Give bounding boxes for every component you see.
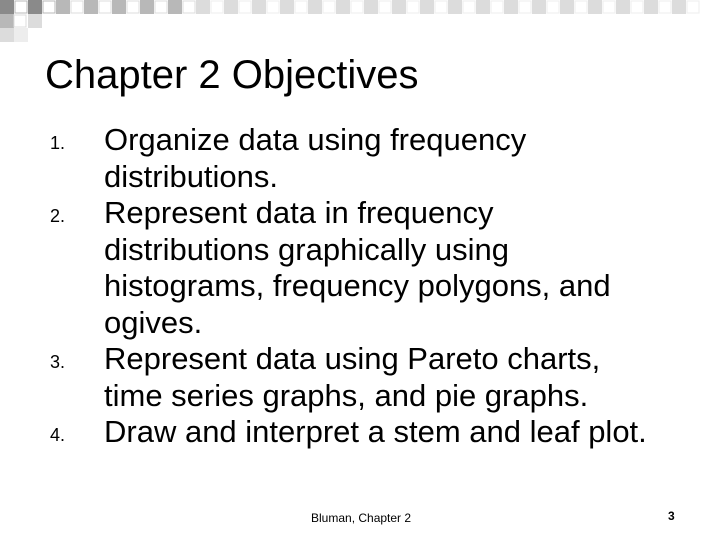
mosaic-square	[239, 1, 251, 13]
mosaic-square	[0, 28, 14, 42]
mosaic-square	[407, 1, 419, 13]
mosaic-square	[603, 1, 615, 13]
mosaic-square	[476, 0, 490, 14]
mosaic-square	[56, 0, 70, 14]
objective-item	[50, 341, 650, 414]
mosaic-square	[588, 0, 602, 14]
mosaic-square	[28, 0, 42, 14]
mosaic-square	[687, 1, 699, 13]
mosaic-square	[14, 15, 26, 27]
objective-item	[50, 195, 650, 341]
mosaic-square	[224, 0, 238, 14]
mosaic-square	[659, 1, 671, 13]
mosaic-square	[379, 1, 391, 13]
mosaic-square	[43, 1, 55, 13]
mosaic-square	[519, 1, 531, 13]
mosaic-square	[323, 1, 335, 13]
mosaic-square	[99, 1, 111, 13]
objective-item	[50, 122, 650, 195]
mosaic-square	[532, 0, 546, 14]
mosaic-square	[168, 0, 182, 14]
mosaic-square	[364, 0, 378, 14]
mosaic-square	[435, 1, 447, 13]
mosaic-square	[547, 1, 559, 13]
mosaic-square	[112, 0, 126, 14]
mosaic-square	[560, 0, 574, 14]
objective-number: 2.	[50, 206, 66, 226]
mosaic-square	[672, 0, 686, 14]
objective-text: Organize data using frequency distributions.	[104, 122, 527, 194]
slide-number: 3	[668, 509, 675, 523]
mosaic-square	[308, 0, 322, 14]
decorative-mosaic	[0, 0, 720, 60]
objective-text: Draw and interpret a stem and leaf plot.	[104, 414, 647, 449]
slide-title: Chapter 2 Objectives	[45, 53, 419, 97]
objective-number: 1.	[50, 133, 66, 153]
mosaic-square	[28, 14, 42, 28]
mosaic-square	[267, 1, 279, 13]
mosaic-square	[14, 28, 28, 42]
mosaic-square	[127, 1, 139, 13]
mosaic-square	[0, 0, 14, 14]
mosaic-square	[420, 0, 434, 14]
slide-footer: Bluman, Chapter 2	[311, 511, 412, 525]
mosaic-square	[575, 1, 587, 13]
objective-text: Represent data using Pareto charts, time series graphs, and pie graphs.	[104, 341, 601, 413]
mosaic-square	[351, 1, 363, 13]
objective-item	[50, 414, 650, 454]
mosaic-square	[644, 0, 658, 14]
mosaic-square	[140, 0, 154, 14]
objective-number: 3.	[50, 352, 66, 372]
mosaic-square	[631, 1, 643, 13]
objective-number: 4.	[50, 425, 66, 445]
mosaic-square	[84, 0, 98, 14]
mosaic-square	[196, 0, 210, 14]
mosaic-square	[491, 1, 503, 13]
mosaic-square	[280, 0, 294, 14]
mosaic-square	[252, 0, 266, 14]
mosaic-square	[504, 0, 518, 14]
mosaic-square	[392, 0, 406, 14]
mosaic-square	[448, 0, 462, 14]
mosaic-square	[616, 0, 630, 14]
mosaic-square	[295, 1, 307, 13]
mosaic-square	[336, 0, 350, 14]
mosaic-square	[0, 14, 14, 28]
objective-text: Represent data in frequency distributions graphically using histograms, frequency polygons, and ogives.	[104, 195, 611, 340]
mosaic-square	[211, 1, 223, 13]
objectives-list	[50, 122, 650, 454]
mosaic-square	[183, 1, 195, 13]
mosaic-square	[463, 1, 475, 13]
mosaic-square	[15, 1, 27, 13]
mosaic-square	[155, 1, 167, 13]
mosaic-square	[71, 1, 83, 13]
